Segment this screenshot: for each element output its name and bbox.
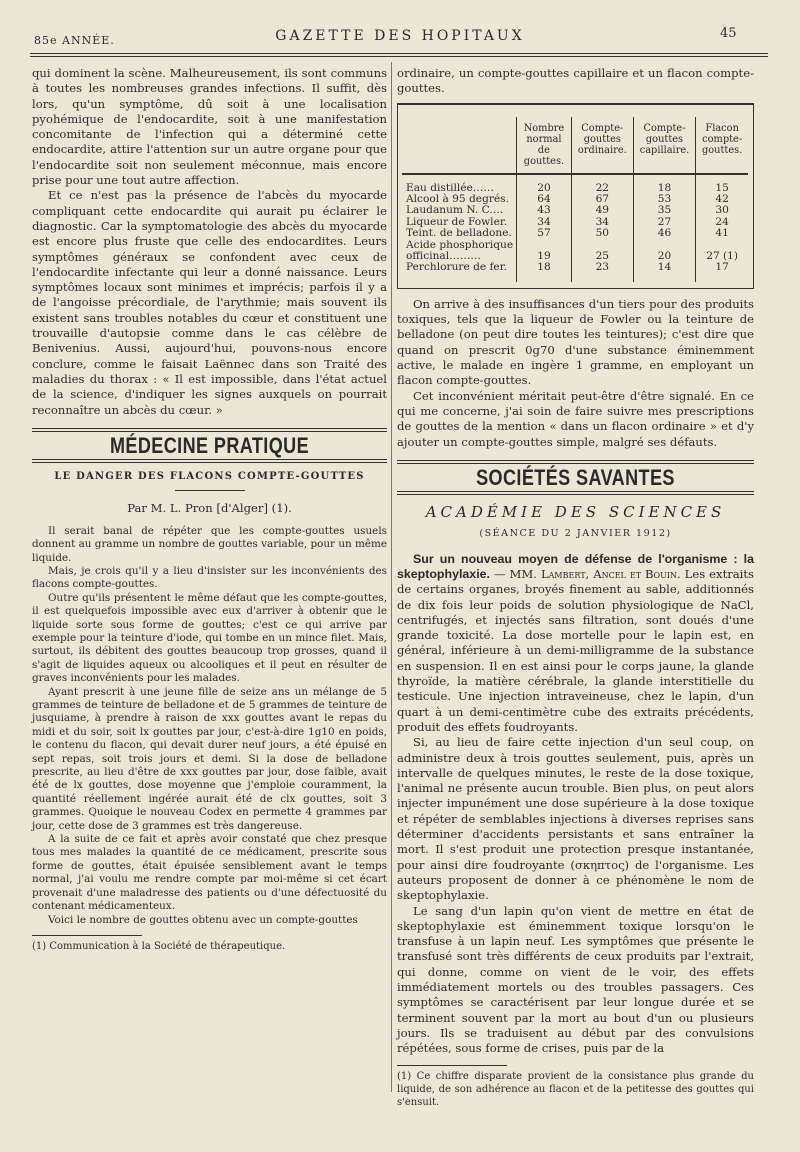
row-label: Laudanum N. C.… — [406, 204, 504, 217]
paragraph: On arrive à des insuffisances d'un tiers pour des produits toxiques, tels que la liqueur de Fowler ou la teinture de belladone (on peut dire toutes les teintures); c'est dire que quand on prescrit 0g70 d'une substance éminemment active, le malade en ingère 1 gramme, en employant un flacon compte-gouttes. — [397, 296, 754, 388]
table-cell: 30 — [696, 205, 748, 216]
table-cell: 18 — [633, 174, 696, 194]
table-cell: 20 — [633, 240, 696, 263]
paragraph: Cet inconvénient méritait peut-être d'être signalé. En ce qui me concerne, j'ai soin de faire suivre mes prescriptions de gouttes de la mention « dans un flacon ordinaire » et d'y ajouter un compte-gouttes simple, malgré ses défauts. — [397, 388, 754, 449]
table-cell: 15 — [696, 174, 748, 194]
row-label: Liqueur de Fowler. — [406, 215, 508, 228]
lead-paragraph — [397, 552, 754, 736]
table-cell: 20 — [517, 174, 572, 194]
table-cell: 19 — [517, 240, 572, 263]
table-cell: 67 — [571, 194, 633, 205]
table-cell: 43 — [517, 205, 572, 216]
right-column — [397, 66, 754, 1109]
paragraph: Voici le nombre de gouttes obtenu avec un compte-gouttes — [48, 913, 358, 926]
table-header: Compte-gouttes ordinaire. — [571, 117, 633, 174]
table-cell: 34 — [571, 217, 633, 228]
section-rule — [32, 428, 387, 432]
header-rule — [30, 53, 768, 57]
paragraph: Il serait banal de répéter que les compte-gouttes usuels donnent au gramme un nombre de gouttes variable, pour un même liquide. — [32, 524, 388, 564]
table-cell: 57 — [517, 228, 572, 239]
row-label: Teint. de belladone. — [406, 227, 512, 240]
table-cell: 17 — [696, 262, 748, 281]
table-cell: 46 — [633, 228, 696, 239]
table-cell: 25 — [571, 240, 633, 263]
section-rule — [397, 491, 754, 495]
paragraph: ordinaire, un compte-gouttes capillaire et un flacon compte-gouttes. — [397, 66, 754, 96]
table-cell: 27 — [633, 217, 696, 228]
table-corner — [402, 117, 517, 174]
footnote: (1) Ce chiffre disparate provient de la consistance plus grande du liquide, de son adhérence au flacon et de la petitesse des gouttes qui s'ensuit. — [397, 1070, 754, 1108]
section-title-societes-savantes: SOCIÉTÉS SAVANTES — [476, 464, 675, 490]
paragraph: qui dominent la scène. Malheureusement, ils sont communs à toutes les nombreuses grandes infections. Il suffit, dès lors, qu'un symptôme, dû soit à une localisation pyohémique de l'endocardite, soit à une manifestation concomitante de l'infection qui a déterminé cette endocardite, attire l'attention sur un autre organe pour que l'endocardite soit non seulement méconnue, mais encore prise pour une tout autre affection. — [32, 66, 387, 188]
drops-table — [402, 117, 748, 282]
row-label: Acide phosphorique officinal……… — [406, 238, 514, 263]
table-cell: 34 — [517, 217, 572, 228]
section-rule — [397, 460, 754, 464]
paragraph: Outre qu'ils présentent le même défaut que les compte-gouttes, il est quelquefois impossible avec eux d'arriver à obtenir que le liquide sorte sous forme de gouttes; c'est ce qui arrive par exemple pour la teinture d'iode, qui tombe en un mince filet. Mais, surtout, ils débitent des gouttes beaucoup trop grosses, quand il s'agit de liquides aqueux ou alcooliques et il peut en résulter de graves inconvénients pour les malades. — [32, 591, 387, 685]
footnote: (1) Communication à la Société de thérapeutique. — [32, 940, 286, 952]
table-cell: 24 — [696, 217, 748, 228]
table-header: Compte-gouttes capillaire. — [633, 117, 696, 174]
issue-year: 85e ANNÉE. — [34, 34, 115, 47]
lead-text: Les extraits de certains organes, broyés finement au sable, additionnés de dix fois leur poids de solution physiologique de NaCl, centrifugés, et injectés sans filtration, sont doués d'une grande toxicité. La dose mortelle pour le lapin est, en général, inférieure à un demi-milligramme de la substance en suspension. Il en est ainsi pour le corps jaune, la glande thyroïde, la matière cérébrale, la glande interstitielle du testicule. Une injection intraveineuse, chez le lapin, d'un quart à un demi-centimètre cube des extraits précédents, produit des effets foudroyants. — [397, 567, 754, 734]
table-cell: 41 — [696, 228, 748, 239]
paragraph: Si, au lieu de faire cette injection d'un seul coup, on administre deux à trois gouttes seulement, puis, après un intervalle de quelques minutes, le reste de la dose toxique, l'animal ne présente aucun trouble. Bien plus, on peut alors injecter impunément une dose supérieure à la dose toxique et répéter de semblables injections à diverses reprises sans déterminer d'accidents persistants et sans entraîner la mort. Il s'est produit une protection presque instantanée, pour ainsi dire foudroyante (σκηπτος) de l'organisme. Les auteurs proposent de donner à ce phénomène le nom de skeptophylaxie. — [397, 735, 754, 903]
table-cell: 50 — [571, 228, 633, 239]
footnote-rule — [397, 1065, 507, 1066]
paragraph: Le sang d'un lapin qu'on vient de mettre en état de skeptophylaxie est éminemment toxique lorsqu'on le transfuse à un lapin neuf. Les symptômes que présente le transfusé sont très différents de ceux produits par l'extrait, qui donne, comme on vient de le voir, des effets immédiatement mortels ou des troubles passagers. Ces symptômes se caractérisent par leur longue durée et se terminent souvent par la mort au bout d'un ou plusieurs jours. Ils se traduisent au début par des convulsions répétées, sous forme de crises, puis par de la — [397, 903, 754, 1056]
table-cell: 27 (1) — [696, 240, 748, 263]
paragraph: A la suite de ce fait et après avoir constaté que chez presque tous mes malades la quantité de ce médicament, prescrite sous forme de gouttes, était épuisée sensiblement avant le temps normal, j'ai voulu me rendre compte par moi-même si cet écart provenait d'une maladresse des patients ou d'une défectuosité du contenant médicamenteux. — [32, 833, 387, 913]
table-row — [402, 262, 748, 281]
table-cell: 42 — [696, 194, 748, 205]
table-cell: 49 — [571, 205, 633, 216]
table-header: Flacon compte-gouttes. — [696, 117, 748, 174]
table-cell: 22 — [571, 174, 633, 194]
section-rule — [32, 459, 387, 463]
row-label: Alcool à 95 degrés. — [406, 193, 509, 205]
drops-table-frame — [397, 103, 754, 289]
page-number: 45 — [720, 26, 737, 41]
section-title-medecine-pratique: MÉDECINE PRATIQUE — [109, 432, 310, 458]
table-cell: 53 — [633, 194, 696, 205]
journal-title: GAZETTE DES HOPITAUX — [275, 28, 525, 44]
paragraph: Et ce n'est pas la présence de l'abcès du myocarde compliquant cette endocardite qui aurait pu éclairer le diagnostic. Car la symptomatologie des abcès du myocarde est encore plus fruste que celle des endocardites. Leurs symptômes généraux se confondent avec ceux de l'endocardite infectante qui leur a donné naissance. Leurs symptômes locaux sont minimes et imprécis; parfois il y a de l'angoisse précordiale, de l'arythmie; mais souvent ils existent sans troubles notables du cœur et constituent une trouvaille d'autopsie comme dans le cas célèbre de Benivenius. Aussi, aujourd'hui, pouvons-nous encore conclure, comme le faisait Laënnec dans son Traité des maladies du thorax : « Il est impossible, dans l'état actuel de la science, d'indiquer les signes auxquels on pourrait reconnaître un abcès du cœur. » — [32, 188, 387, 417]
table-row — [402, 240, 748, 263]
session-date: (SÉANCE DU 2 JANVIER 1912) — [479, 528, 672, 540]
paragraph: Mais, je crois qu'il y a lieu d'insister sur les inconvénients des flacons compte-gouttes. — [32, 564, 387, 591]
column-divider — [391, 62, 392, 1092]
table-cell: 14 — [633, 262, 696, 281]
lead-title: Sur un nouveau moyen de défense de l'organisme : la skeptophylaxie. — [397, 551, 754, 581]
table-cell: 23 — [571, 262, 633, 281]
table-row — [402, 174, 748, 194]
academy-heading: ACADÉMIE DES SCIENCES — [425, 503, 726, 522]
table-cell: 64 — [517, 194, 572, 205]
article-title: LE DANGER DES FLACONS COMPTE-GOUTTES — [54, 471, 365, 483]
left-column — [32, 66, 387, 953]
title-underline — [175, 490, 245, 491]
table-row — [402, 228, 748, 239]
paragraph: Ayant prescrit à une jeune fille de seize ans un mélange de 5 grammes de teinture de belladone et de 5 grammes de teinture de jusquiame, à prendre à raison de xxx gouttes avant le repas du midi et du soir, soit lx gouttes par jour, c'est-à-dire 1g10 en poids, le contenu du flacon, qui devait durer neuf jours, a été épuisé en sept repas, soit trois jours et demi. Si la dose de belladone prescrite, au lieu d'être de xxx gouttes par jour, dose faible, avait été de lx gouttes, dose moyenne que j'emploie couramment, la quantité réellement ingérée aurait été de clx gouttes, soit 3 grammes. Quoique le nouveau Codex en permette 4 grammes par jour, cette dose de 3 grammes est très dangereuse. — [32, 685, 387, 832]
table-cell: 18 — [517, 262, 572, 281]
row-label: Eau distillée…… — [406, 181, 494, 194]
row-label: Perchlorure de fer. — [406, 261, 507, 274]
article-byline: Par M. L. Pron [d'Alger] (1). — [127, 501, 292, 516]
table-header: Nombre normal de gouttes. — [517, 117, 572, 174]
lead-authors: — MM. Lambert, Ancel et Bouin. — [493, 567, 681, 581]
footnote-rule — [32, 935, 142, 936]
table-cell: 35 — [633, 205, 696, 216]
